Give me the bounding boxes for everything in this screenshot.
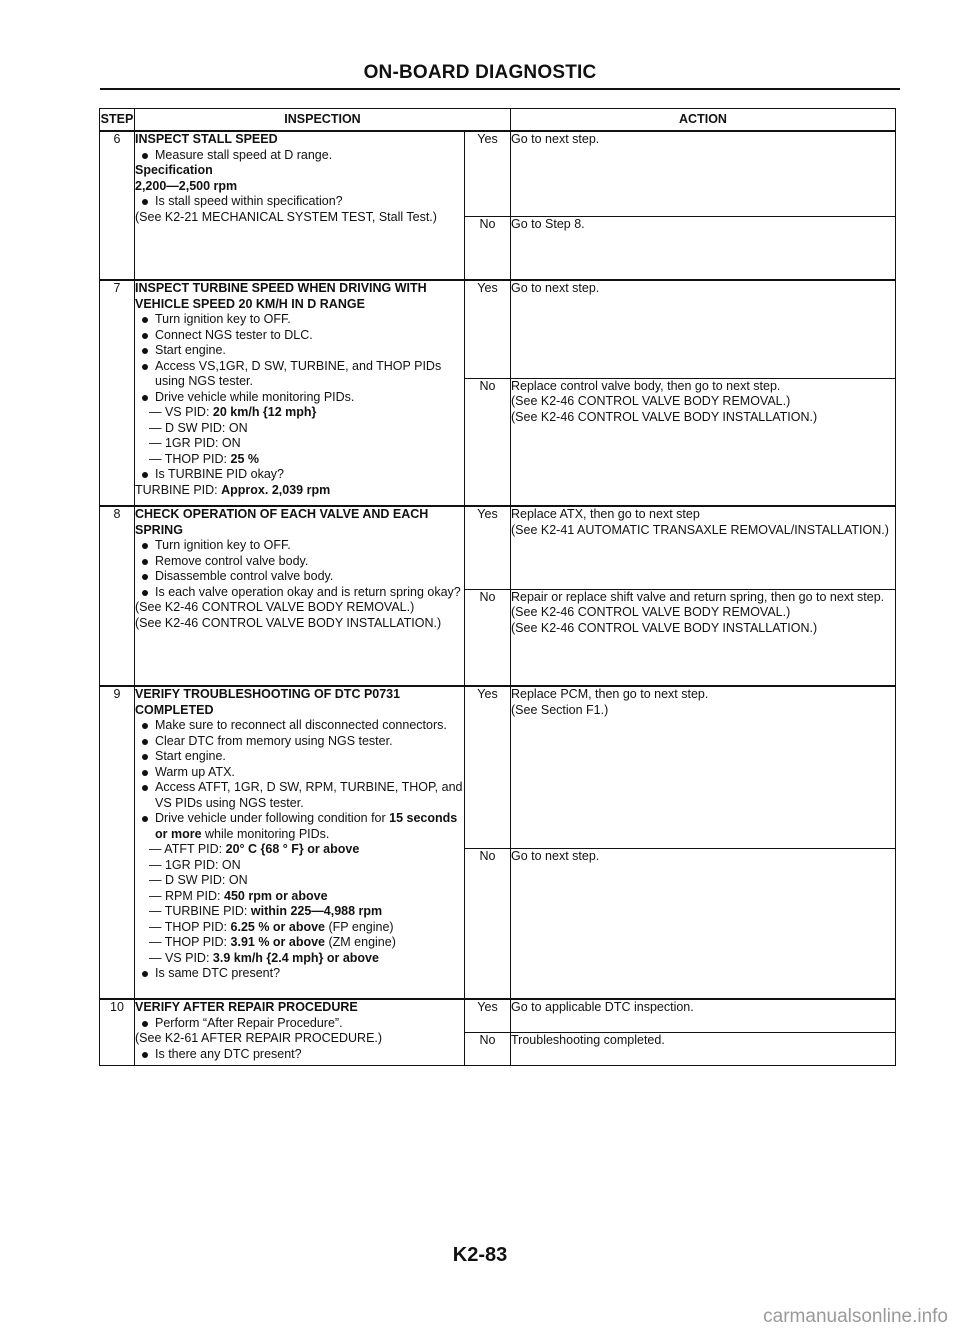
action-line: Replace PCM, then go to next step. bbox=[511, 687, 709, 701]
inspection-text: Remove control valve body. bbox=[155, 553, 309, 568]
inspection-line bbox=[135, 328, 464, 344]
step-number: 9 bbox=[100, 686, 135, 999]
inspection-cell bbox=[135, 686, 465, 999]
inspection-text: — D SW PID: ON bbox=[149, 873, 248, 887]
inspection-text: Start engine. bbox=[155, 749, 226, 763]
table-row bbox=[100, 280, 896, 378]
inspection-text: Make sure to reconnect all disconnected connectors. bbox=[155, 718, 447, 732]
inspection-line bbox=[135, 966, 464, 982]
inspection-line bbox=[135, 616, 464, 632]
inspection-text: (See K2-21 MECHANICAL SYSTEM TEST, Stall Test.) bbox=[135, 209, 437, 224]
inspection-text: INSPECT TURBINE SPEED WHEN DRIVING WITH VEHICLE SPEED 20 KM/H IN D RANGE bbox=[135, 281, 427, 311]
spec-value: 6.25 % or above bbox=[230, 919, 326, 934]
inspection-line bbox=[135, 569, 464, 585]
inspection-text: — RPM PID: bbox=[149, 888, 225, 903]
action-line: Troubleshooting completed. bbox=[511, 1032, 665, 1047]
inspection-heading bbox=[135, 179, 464, 195]
answer-label: No bbox=[465, 848, 511, 999]
spec-value: 3.9 km/h {2.4 mph} or above bbox=[212, 950, 379, 965]
inspection-text: Clear DTC from memory using NGS tester. bbox=[155, 733, 393, 748]
table-row bbox=[100, 131, 896, 216]
inspection-line bbox=[135, 935, 464, 951]
inspection-line bbox=[135, 210, 464, 226]
inspection-text: — 1GR PID: ON bbox=[149, 436, 241, 450]
inspection-line bbox=[135, 765, 464, 781]
diagnostic-table bbox=[99, 108, 896, 1066]
inspection-text: Warm up ATX. bbox=[155, 764, 235, 779]
step-number: 8 bbox=[100, 506, 135, 686]
action-cell bbox=[511, 378, 896, 506]
inspection-text: CHECK OPERATION OF EACH VALVE AND EACH SPRING bbox=[135, 507, 429, 537]
inspection-text: — D SW PID: ON bbox=[149, 420, 248, 435]
step-number: 7 bbox=[100, 280, 135, 506]
column-header-inspection: INSPECTION bbox=[135, 109, 511, 132]
page-number: K2-83 bbox=[452, 1244, 508, 1266]
inspection-line bbox=[135, 538, 464, 554]
inspection-text: while monitoring PIDs. bbox=[201, 826, 330, 841]
column-header-action: ACTION bbox=[511, 109, 896, 132]
spec-value: 450 rpm or above bbox=[224, 888, 328, 903]
spec-value: 20° C {68 ° F} or above bbox=[225, 842, 360, 856]
answer-label: No bbox=[465, 589, 511, 686]
inspection-text: Turn ignition key to OFF. bbox=[155, 538, 291, 552]
action-line: Go to next step. bbox=[511, 132, 600, 146]
inspection-text: Access ATFT, 1GR, D SW, RPM, TURBINE, THOP, and VS PIDs using NGS tester. bbox=[155, 780, 463, 810]
action-line: Replace control valve body, then go to next step. bbox=[511, 378, 781, 393]
inspection-line bbox=[135, 951, 464, 967]
action-line: Go to Step 8. bbox=[511, 216, 585, 231]
spec-value: 3.91 % or above bbox=[230, 935, 326, 949]
inspection-heading bbox=[135, 281, 464, 312]
inspection-text: — THOP PID: bbox=[149, 935, 231, 949]
action-cell bbox=[511, 686, 896, 848]
inspection-text: Connect NGS tester to DLC. bbox=[155, 327, 313, 342]
inspection-line bbox=[135, 1016, 464, 1032]
inspection-line bbox=[135, 436, 464, 452]
inspection-text: TURBINE PID: bbox=[135, 482, 222, 497]
inspection-text: Start engine. bbox=[155, 343, 226, 357]
answer-label: Yes bbox=[465, 506, 511, 589]
inspection-text: — THOP PID: bbox=[149, 451, 231, 466]
page-title: ON-BOARD DIAGNOSTIC bbox=[363, 62, 597, 83]
table-header-row bbox=[100, 109, 896, 132]
inspection-text: — 1GR PID: ON bbox=[149, 857, 241, 872]
inspection-line bbox=[135, 148, 464, 164]
inspection-text: Drive vehicle while monitoring PIDs. bbox=[155, 389, 355, 404]
inspection-text: — VS PID: bbox=[149, 405, 213, 419]
answer-label: Yes bbox=[465, 280, 511, 378]
inspection-cell bbox=[135, 999, 465, 1065]
spec-value: Approx. 2,039 rpm bbox=[221, 482, 331, 497]
inspection-text: (See K2-61 AFTER REPAIR PROCEDURE.) bbox=[135, 1031, 383, 1045]
action-cell bbox=[511, 280, 896, 378]
inspection-line bbox=[135, 359, 464, 390]
inspection-line bbox=[135, 734, 464, 750]
inspection-text: INSPECT STALL SPEED bbox=[135, 132, 278, 146]
inspection-line bbox=[135, 904, 464, 920]
inspection-line bbox=[135, 873, 464, 889]
inspection-text: — ATFT PID: bbox=[149, 842, 226, 856]
inspection-text: VERIFY AFTER REPAIR PROCEDURE bbox=[135, 1000, 358, 1014]
inspection-line bbox=[135, 390, 464, 406]
column-header-step: STEP bbox=[100, 109, 135, 132]
inspection-line bbox=[135, 780, 464, 811]
action-cell bbox=[511, 999, 896, 1032]
spec-value: 20 km/h {12 mph} bbox=[212, 405, 317, 419]
inspection-line bbox=[135, 858, 464, 874]
title-rule bbox=[100, 88, 900, 90]
action-line: (See K2-46 CONTROL VALVE BODY REMOVAL.) bbox=[511, 394, 791, 408]
inspection-line bbox=[135, 842, 464, 858]
inspection-line bbox=[135, 749, 464, 765]
table-row bbox=[100, 686, 896, 848]
spec-value: 25 % bbox=[230, 451, 260, 466]
spec-value: 15 seconds or more bbox=[155, 811, 458, 841]
inspection-line bbox=[135, 1047, 464, 1063]
inspection-text: Drive vehicle under following condition for bbox=[155, 811, 390, 825]
inspection-cell bbox=[135, 131, 465, 280]
answer-label: Yes bbox=[465, 686, 511, 848]
action-cell bbox=[511, 848, 896, 999]
inspection-text: — TURBINE PID: bbox=[149, 904, 251, 918]
inspection-text: — VS PID: bbox=[149, 950, 213, 965]
action-cell bbox=[511, 506, 896, 589]
inspection-line bbox=[135, 421, 464, 437]
inspection-line bbox=[135, 585, 464, 601]
inspection-line bbox=[135, 889, 464, 905]
answer-label: No bbox=[465, 1032, 511, 1065]
inspection-text: — THOP PID: bbox=[149, 919, 231, 934]
answer-label: Yes bbox=[465, 999, 511, 1032]
answer-label: No bbox=[465, 216, 511, 280]
inspection-cell bbox=[135, 280, 465, 506]
inspection-text: Specification bbox=[135, 163, 213, 177]
watermark: carmanualsonline.info bbox=[763, 1306, 948, 1327]
inspection-line bbox=[135, 718, 464, 734]
inspection-line bbox=[135, 920, 464, 936]
inspection-text: Is TURBINE PID okay? bbox=[155, 467, 284, 481]
inspection-text: Is same DTC present? bbox=[155, 966, 281, 980]
inspection-heading bbox=[135, 687, 464, 718]
inspection-heading bbox=[135, 507, 464, 538]
action-line: (See K2-46 CONTROL VALVE BODY INSTALLATION.) bbox=[511, 620, 818, 635]
inspection-text: Measure stall speed at D range. bbox=[155, 147, 333, 162]
inspection-line bbox=[135, 312, 464, 328]
answer-label: No bbox=[465, 378, 511, 506]
inspection-text: Access VS,1GR, D SW, TURBINE, and THOP PIDs using NGS tester. bbox=[155, 358, 442, 388]
action-cell bbox=[511, 131, 896, 216]
inspection-text: (FP engine) bbox=[325, 919, 394, 934]
step-number: 6 bbox=[100, 131, 135, 280]
action-line: Repair or replace shift valve and return spring, then go to next step. bbox=[511, 589, 885, 604]
inspection-text: Disassemble control valve body. bbox=[155, 569, 334, 583]
action-cell bbox=[511, 1032, 896, 1065]
inspection-heading bbox=[135, 132, 464, 148]
inspection-line bbox=[135, 405, 464, 421]
inspection-text: Is each valve operation okay and is return spring okay? bbox=[155, 584, 461, 599]
action-line: (See K2-46 CONTROL VALVE BODY REMOVAL.) bbox=[511, 605, 791, 619]
action-line: (See K2-41 AUTOMATIC TRANSAXLE REMOVAL/INSTALLATION.) bbox=[511, 522, 889, 537]
inspection-line bbox=[135, 483, 464, 499]
inspection-heading bbox=[135, 1000, 464, 1016]
action-cell bbox=[511, 216, 896, 280]
inspection-text: (ZM engine) bbox=[325, 935, 396, 949]
step-number: 10 bbox=[100, 999, 135, 1065]
action-line: Go to next step. bbox=[511, 281, 600, 295]
action-line: (See K2-46 CONTROL VALVE BODY INSTALLATION.) bbox=[511, 409, 818, 424]
inspection-cell bbox=[135, 506, 465, 686]
inspection-line bbox=[135, 452, 464, 468]
inspection-text: Is there any DTC present? bbox=[155, 1046, 302, 1061]
inspection-heading bbox=[135, 163, 464, 179]
answer-label: Yes bbox=[465, 131, 511, 216]
inspection-text: Turn ignition key to OFF. bbox=[155, 312, 291, 326]
inspection-text: 2,200—2,500 rpm bbox=[135, 178, 238, 193]
action-line: Go to applicable DTC inspection. bbox=[511, 1000, 694, 1014]
inspection-text: VERIFY TROUBLESHOOTING OF DTC P0731 COMPLETED bbox=[135, 687, 401, 717]
inspection-text: (See K2-46 CONTROL VALVE BODY REMOVAL.) bbox=[135, 600, 415, 614]
table-row bbox=[100, 999, 896, 1032]
action-line: Go to next step. bbox=[511, 848, 600, 863]
spec-value: within 225—4,988 rpm bbox=[250, 904, 383, 918]
inspection-line bbox=[135, 554, 464, 570]
inspection-line bbox=[135, 467, 464, 483]
inspection-line bbox=[135, 343, 464, 359]
action-line: (See Section F1.) bbox=[511, 702, 609, 717]
inspection-text: Perform “After Repair Procedure”. bbox=[155, 1015, 343, 1030]
inspection-line bbox=[135, 1031, 464, 1047]
action-line: Replace ATX, then go to next step bbox=[511, 507, 700, 521]
inspection-line bbox=[135, 194, 464, 210]
inspection-line bbox=[135, 811, 464, 842]
inspection-text: (See K2-46 CONTROL VALVE BODY INSTALLATION.) bbox=[135, 615, 442, 630]
action-cell bbox=[511, 589, 896, 686]
inspection-line bbox=[135, 600, 464, 616]
table-row bbox=[100, 506, 896, 589]
inspection-text: Is stall speed within specification? bbox=[155, 194, 343, 208]
